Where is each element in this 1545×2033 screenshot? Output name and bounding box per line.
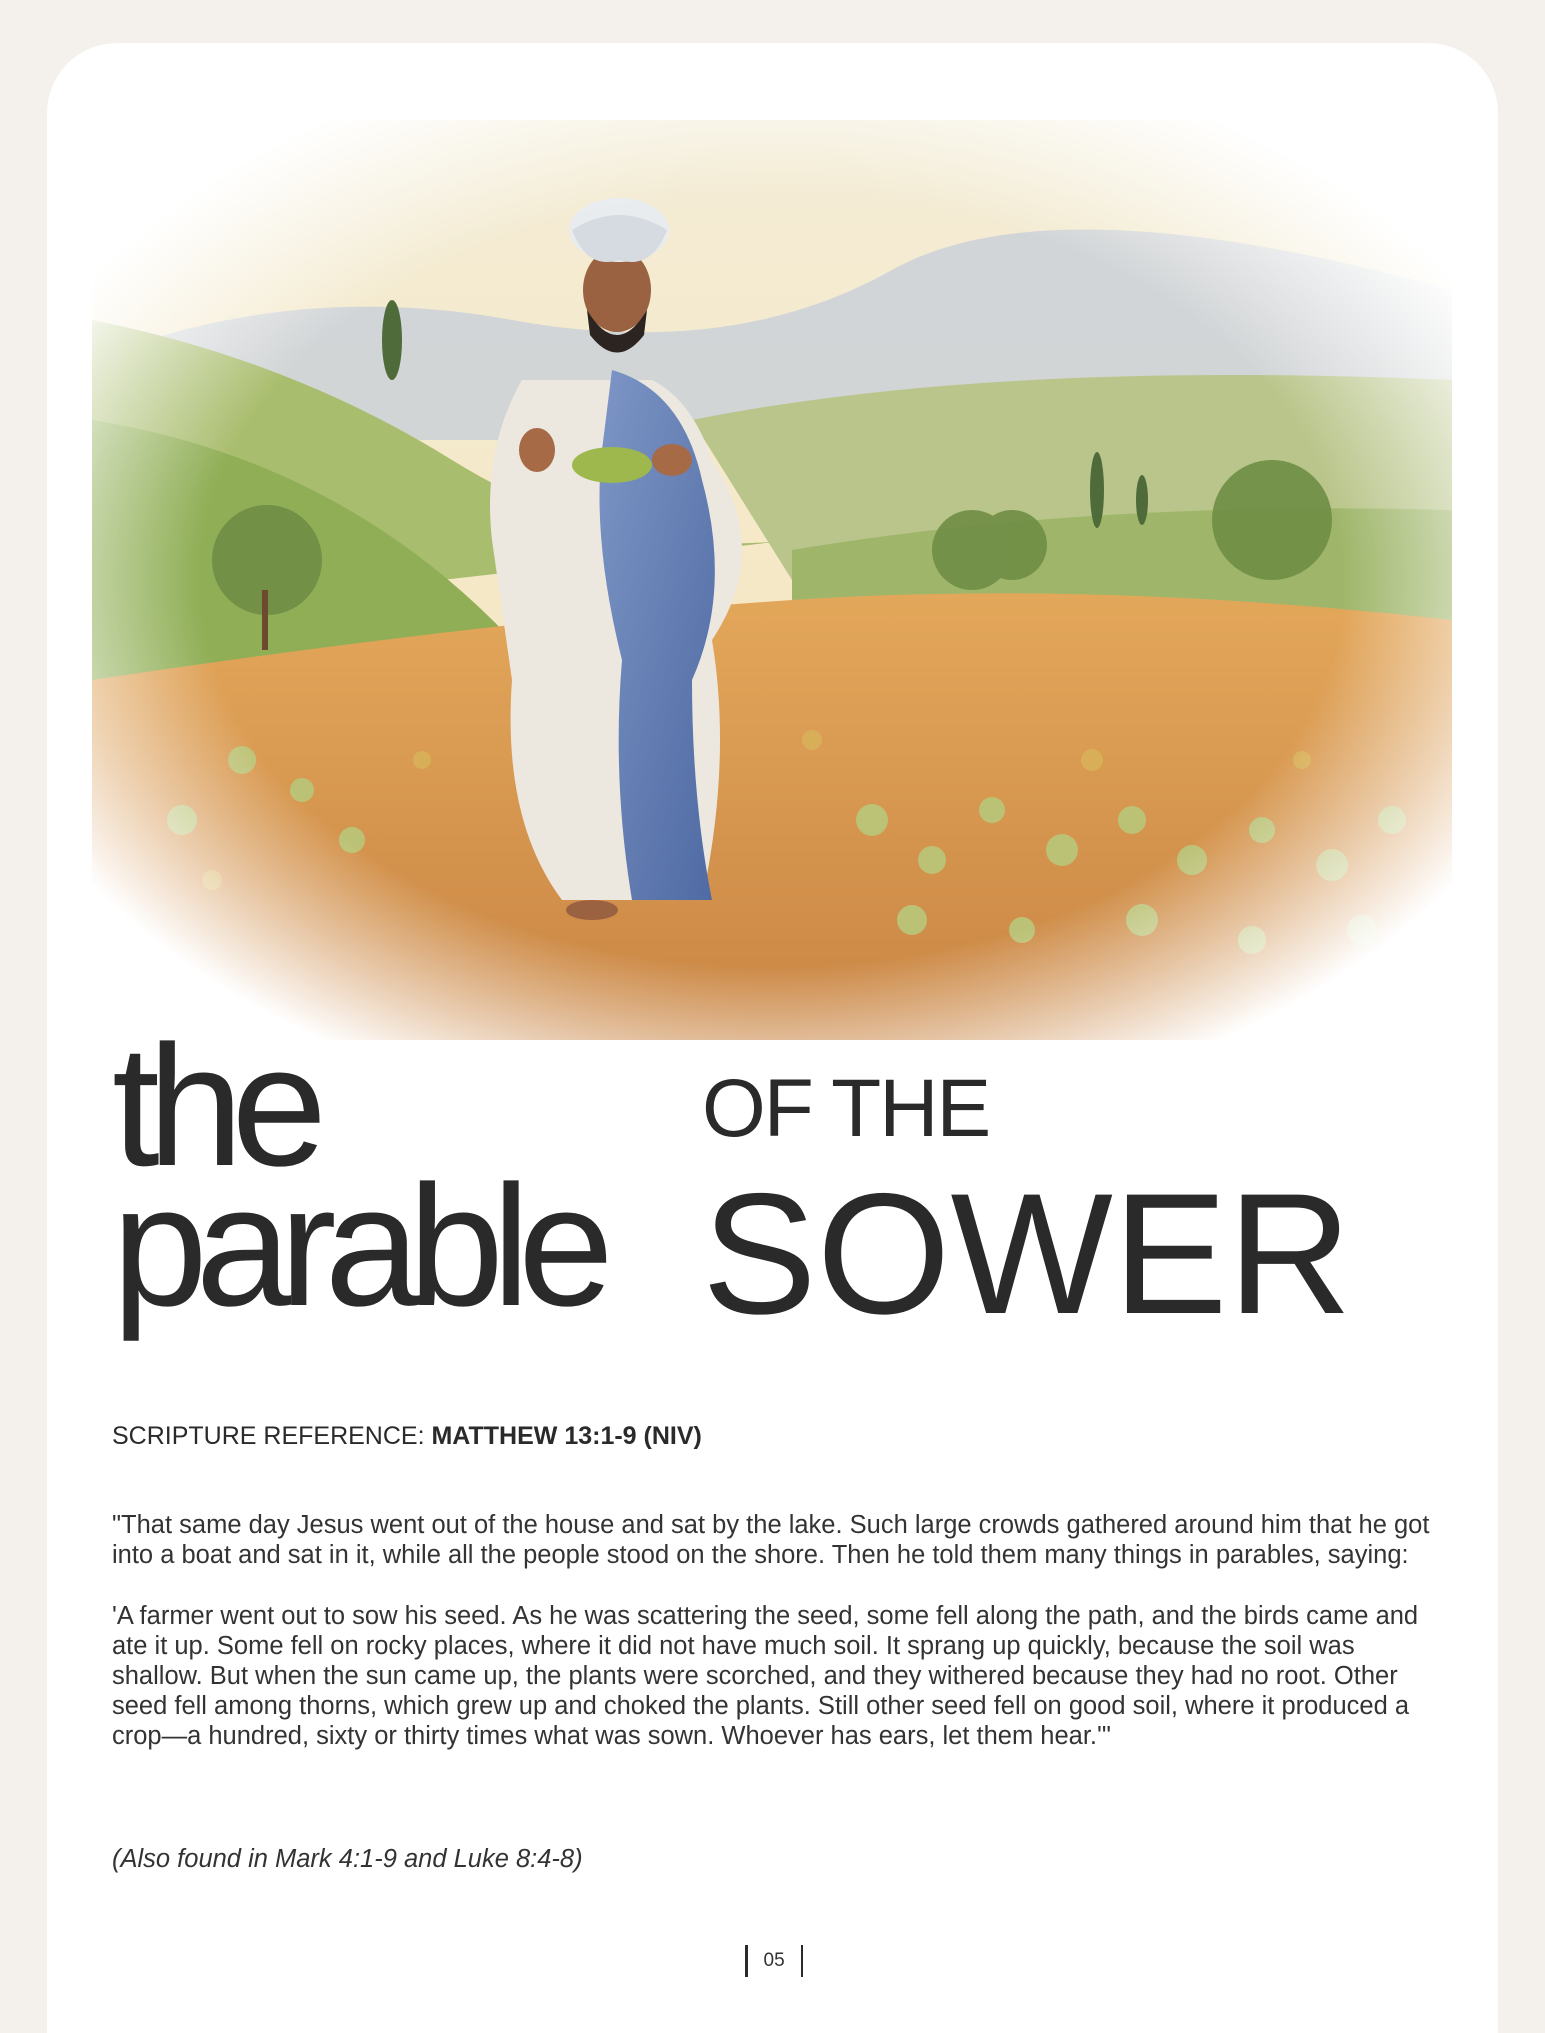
passage-paragraph-1: "That same day Jesus went out of the house and sat by the lake. Such large crowds gathered around him that he got into a boat and sat in it, while all the people stood on the shore. Then he told them many things in parables, saying: xyxy=(112,1511,1430,1570)
sower-watercolor-illustration xyxy=(92,120,1452,1040)
page-number-value: 05 xyxy=(763,1950,785,1971)
title-of-the: OF THE xyxy=(702,1063,990,1154)
page-number xyxy=(745,1945,803,1977)
scripture-passage xyxy=(112,1510,1452,1783)
scripture-label: SCRIPTURE REFERENCE: xyxy=(112,1422,432,1450)
passage-paragraph-2: 'A farmer went out to sow his seed. As he was scattering the seed, some fell along the path, and the birds came and ate it up. Some fell on rocky places, where it did not have much soil. It sprang up quickly, because the soil was shallow. But when the sun came up, the plants were scorched, and they withered because they had no root. Other seed fell among thorns, which grew up and choked the plants. Still other seed fell on good soil, where it produced a crop—a hundred, sixty or thirty times what was sown. Whoever has ears, let them hear.'" xyxy=(112,1602,1419,1751)
cross-reference-note: (Also found in Mark 4:1-9 and Luke 8:4-8) xyxy=(112,1845,583,1873)
scripture-citation: MATTHEW 13:1-9 (NIV) xyxy=(431,1422,702,1450)
title-word-parable: parable xyxy=(112,1150,602,1342)
title-word-the: the xyxy=(112,1010,316,1202)
page-number-divider-right xyxy=(801,1945,804,1977)
scripture-reference xyxy=(112,1422,702,1451)
title-sower: SOWER xyxy=(702,1158,1352,1350)
